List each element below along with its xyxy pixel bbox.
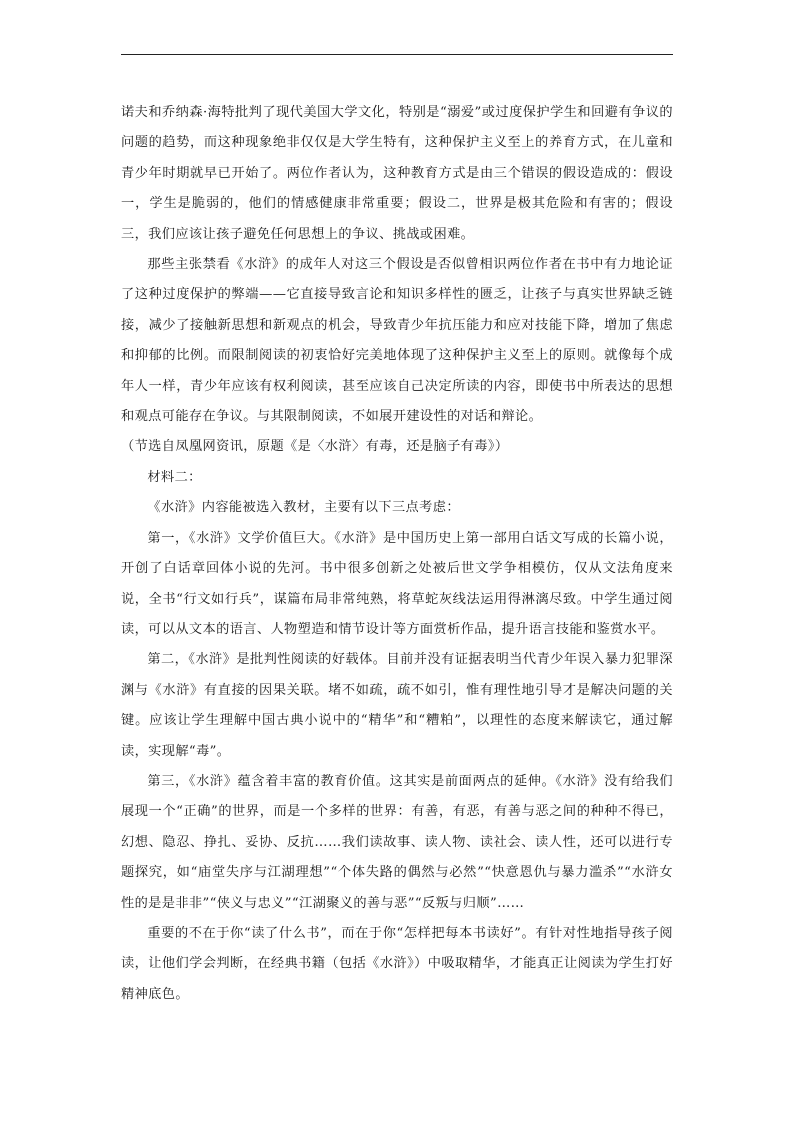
source-citation: （节选自凤凰网资讯，原题《是〈水浒〉有毒，还是脑子有毒》） bbox=[121, 439, 509, 455]
header-rule bbox=[121, 54, 673, 55]
section-heading-material-two: 材料二： bbox=[147, 469, 202, 485]
paragraph-continuation: 诺夫和乔纳森·海特批判了现代美国大学文化，特别是“溺爱”或过度保护学生和回避有争议的问题的趋势，而这种现象绝非仅仅是大学生特有，这种保护主义至上的养育方式，在儿童和青少年时期就早已开始了。两位作者认为，这种教育方式是由三个错误的假设造成的：假设一，学生是脆弱的，他们的情感健康非常重要；假设二，世界是极其危险和有害的；假设三，我们应该让孩子避免任何思想上的争议、挑战或困难。 bbox=[121, 105, 673, 242]
paragraph-intro-considerations: 《水浒》内容能被选入教材，主要有以下三点考虑： bbox=[147, 500, 460, 516]
paragraph-point-one: 第一，《水浒》文学价值巨大。《水浒》是中国历史上第一部用白话文写成的长篇小说，开创了白话章回体小说的先河。书中很多创新之处被后世文学争相模仿，仅从文法角度来说，全书“行文如行兵”，谋篇布局非常纯熟，将草蛇灰线法运用得淋漓尽致。中学生通过阅读，可以从文本的语言、人物塑造和情节设计等方面赏析作品，提升语言技能和鉴赏水平。 bbox=[121, 530, 673, 637]
paragraph-point-three: 第三，《水浒》蕴含着丰富的教育价值。这其实是前面两点的延伸。《水浒》没有给我们展现一个“正确”的世界，而是一个多样的世界：有善，有恶，有善与恶之间的种种不得已，幻想、隐忍、挣扎、妥协、反抗……我们读故事、读人物、读社会、读人性，还可以进行专题探究，如“庙堂失序与江湖理想”“个体失路的偶然与必然”“快意恩仇与暴力滥杀”“水浒女性的是是非非”“侠义与忠义”“江湖聚义的善与恶”“反叛与归顺”…… bbox=[121, 773, 673, 911]
paragraph-point-two: 第二，《水浒》是批判性阅读的好载体。目前并没有证据表明当代青少年误入暴力犯罪深渊与《水浒》有直接的因果关联。堵不如疏，疏不如引，惟有理性地引导才是解决问题的关键。应该让学生理解中国古典小说中的“精华”和“糟粕”，以理性的态度来解读它，通过解读，实现解“毒”。 bbox=[121, 652, 673, 759]
document-body bbox=[121, 98, 673, 1010]
paragraph-conclusion: 重要的不在于你“读了什么书”，而在于你“怎样把每本书读好”。有针对性地指导孩子阅读，让他们学会判断，在经典书籍（包括《水浒》）中吸取精华，才能真正让阅读为学生打好精神底色。 bbox=[121, 925, 673, 1002]
paragraph-protection-argument: 那些主张禁看《水浒》的成年人对这三个假设是否似曾相识两位作者在书中有力地论证了这种过度保护的弊端——它直接导致言论和知识多样性的匮乏，让孩子与真实世界缺乏链接，减少了接触新思想和新观点的机会，导致青少年抗压能力和应对技能下降，增加了焦虑和抑郁的比例。而限制阅读的初衷恰好完美地体现了这种保护主义至上的原则。就像每个成年人一样，青少年应该有权利阅读，甚至应该自己决定所读的内容，即使书中所表达的思想和观点可能存在争议。与其限制阅读，不如展开建设性的对话和辩论。 bbox=[121, 257, 673, 425]
